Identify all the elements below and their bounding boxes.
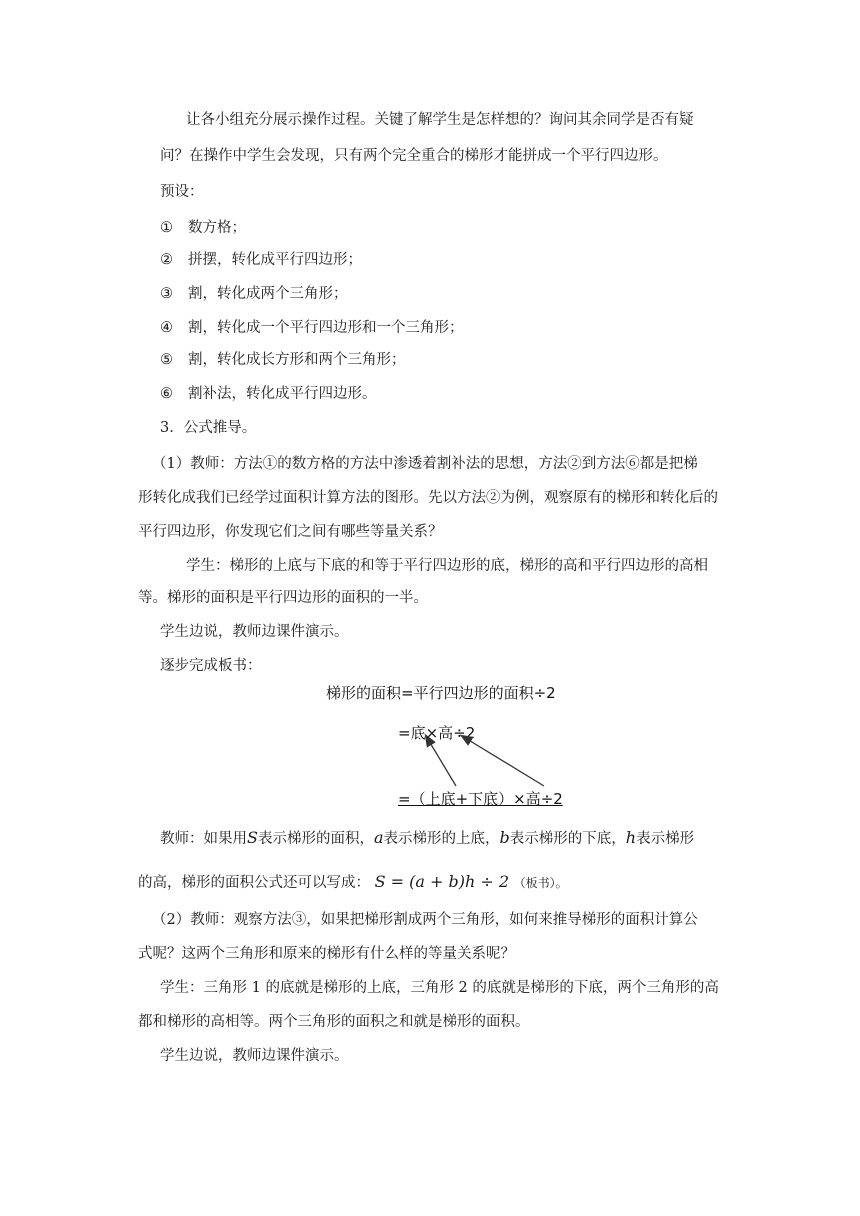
list-text: 割补法，转化成平行四边形。 (188, 386, 377, 402)
list-text: 数方格； (188, 220, 246, 236)
text-segment: 表示梯形的面积， (257, 831, 374, 847)
paragraph-line: 问？在操作中学生会发现，只有两个完全重合的梯形才能拼成一个平行四边形。 (160, 148, 668, 164)
list-text: 割，转化成长方形和两个三角形； (188, 352, 406, 368)
arrow-left (426, 736, 456, 786)
text-segment: （板书）。 (513, 876, 568, 890)
list-number: ⑤ (160, 352, 173, 368)
paragraph-line: 逐步完成板书： (160, 658, 262, 674)
figure-line-1: 梯形的面积=平行四边形的面积÷2 (326, 684, 556, 702)
paragraph-line: 形转化成我们已经学过面积计算方法的图形。先以方法②为例，观察原有的梯形和转化后的 (138, 490, 718, 506)
list-number: ③ (160, 286, 173, 302)
arrow-right (462, 736, 544, 786)
list-number: ④ (160, 320, 173, 336)
paragraph-line: 学生：梯形的上底与下底的和等于平行四边形的底，梯形的高和平行四边形的高相 (186, 558, 708, 574)
list-item (160, 218, 246, 238)
list-text: 割，转化成两个三角形； (188, 286, 348, 302)
text-segment: 的高，梯形的面积公式还可以写成： (138, 875, 370, 891)
paragraph-line: 学生边说，教师边课件演示。 (160, 624, 349, 640)
paragraph-line: 等。梯形的面积是平行四边形的面积的一半。 (138, 590, 428, 606)
list-number: ② (160, 252, 173, 268)
figure-arrows (322, 678, 562, 808)
paragraph-line: 平行四边形，你发现它们之间有哪些等量关系？ (138, 524, 443, 540)
paragraph-line: （1）教师：方法①的数方格的方法中渗透着割补法的思想，方法②到方法⑥都是把梯 (152, 456, 698, 472)
var-a: a (373, 828, 384, 847)
board-figure (322, 678, 562, 808)
paragraph-line: 学生：三角形 1 的底就是梯形的上底，三角形 2 的底就是梯形的下底，两个三角形的高 (160, 980, 719, 996)
list-item (160, 384, 377, 404)
text-segment: 表示梯形的下底， (509, 831, 626, 847)
list-item (160, 318, 464, 338)
text-segment: 表示梯形的上底， (383, 831, 500, 847)
paragraph-line: 都和梯形的高相等。两个三角形的面积之和就是梯形的面积。 (138, 1014, 530, 1030)
list-text: 拼摆，转化成平行四边形； (188, 252, 362, 268)
paragraph-line: 式呢？这两个三角形和原来的梯形有什么样的等量关系呢？ (138, 946, 515, 962)
list-item (160, 284, 348, 304)
var-h: h (625, 828, 637, 847)
var-S: S (247, 828, 258, 847)
list-number: ① (160, 220, 173, 236)
area-formula: S = (a + b)h ÷ 2 (374, 872, 510, 891)
list-number: ⑥ (160, 386, 173, 402)
paragraph-line (138, 872, 568, 893)
section-heading: 3．公式推导。 (160, 420, 257, 436)
paragraph-line: 让各小组充分展示操作过程。关键了解学生是怎样想的？询问其余同学是否有疑 (186, 112, 694, 128)
figure-line-3: =（上底+下底）×高÷2 (398, 790, 563, 808)
text-segment: 表示梯形 (636, 831, 695, 847)
figure-line-2: =底×高÷2 (398, 724, 476, 742)
paragraph-line (160, 828, 694, 849)
list-item (160, 250, 362, 270)
var-b: b (499, 828, 510, 847)
preset-label: 预设： (160, 184, 204, 200)
list-text: 割，转化成一个平行四边形和一个三角形； (188, 320, 464, 336)
paragraph-line: （2）教师：观察方法③，如果把梯形割成两个三角形，如何来推导梯形的面积计算公 (152, 912, 698, 928)
paragraph-line: 学生边说，教师边课件演示。 (160, 1048, 349, 1064)
text-segment: 教师：如果用 (160, 831, 247, 847)
list-item (160, 350, 406, 370)
